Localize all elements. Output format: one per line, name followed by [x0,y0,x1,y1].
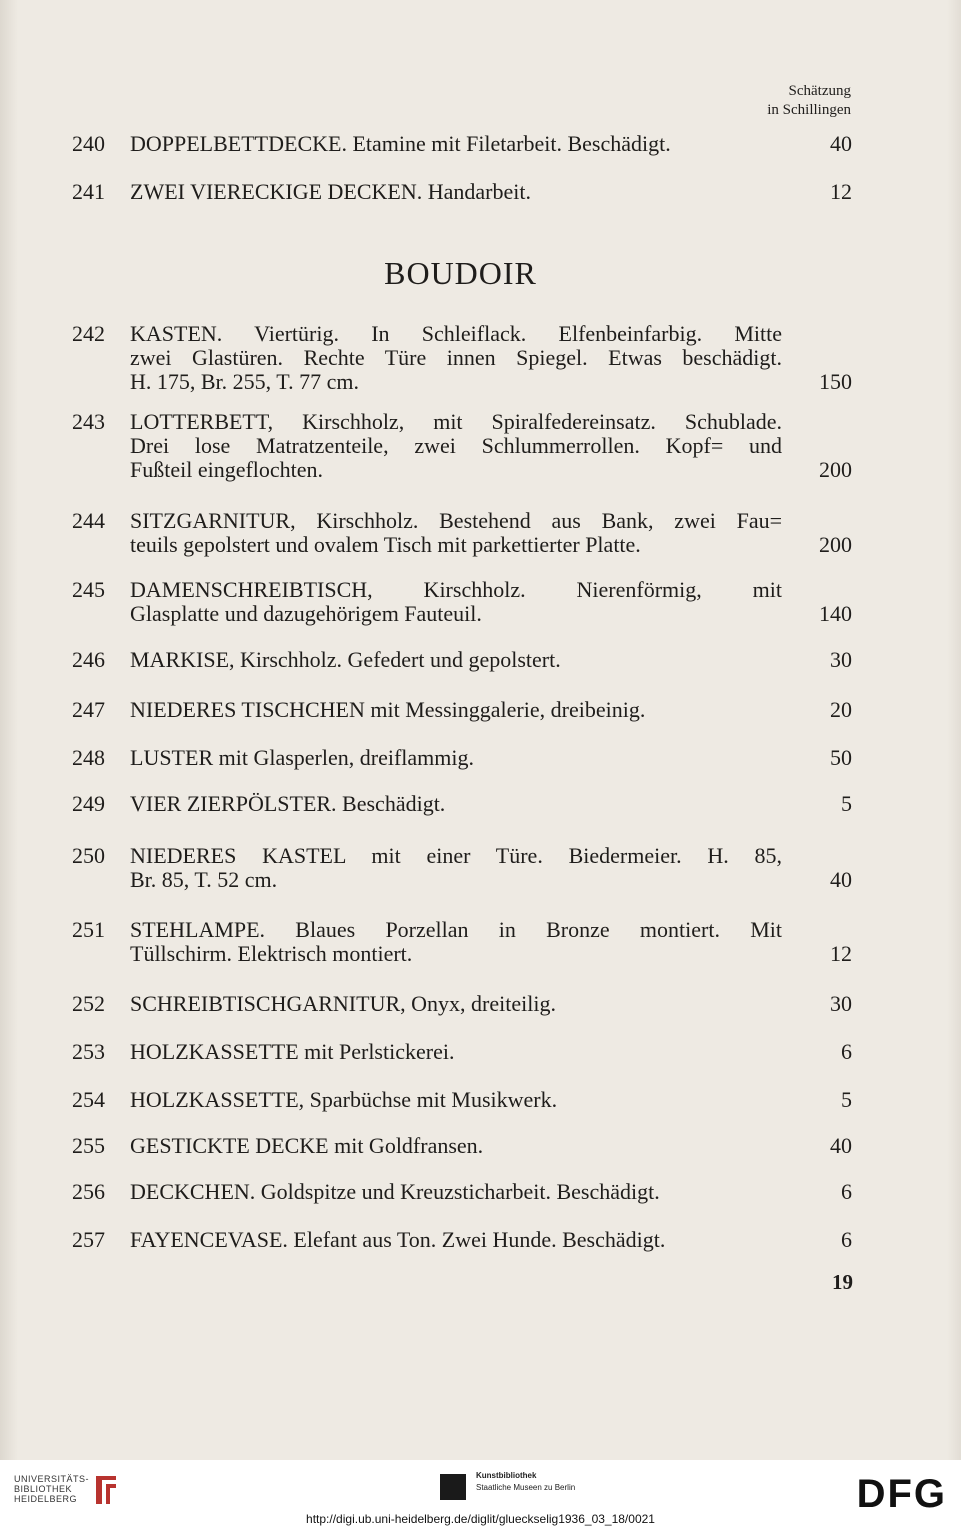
lot-description [130,698,782,722]
lot-description [130,648,782,672]
description-line: Glasplatte und dazugehörigem Fauteuil. [130,601,482,626]
kunstbibliothek-mark-icon [440,1474,466,1500]
lot-number: 252 [72,991,105,1016]
description-line: Fußteil eingeflochten. [130,457,324,482]
lot-description [130,132,782,156]
description-line: DOPPELBETTDECKE. Etamine mit Filetarbeit. Beschädigt. [130,131,671,156]
lot-description [130,1134,782,1158]
lot-number: 251 [72,917,105,942]
estimate-value: 50 [830,745,852,770]
scan-edge-shadow [0,0,18,1460]
description-line: HOLZKASSETTE mit Perlstickerei. [130,1039,455,1064]
lot-description [130,746,782,770]
description-line: LUSTER mit Glasperlen, dreiflammig. [130,745,474,770]
library-logo-line: HEIDELBERG [14,1494,78,1504]
estimate-value: 40 [830,867,852,892]
lot-number: 255 [72,1133,105,1158]
estimate-value: 12 [830,941,852,966]
lot-number: 254 [72,1087,105,1112]
description-line: FAYENCEVASE. Elefant aus Ton. Zwei Hunde. Beschädigt. [130,1227,666,1252]
lot-number: 250 [72,843,105,868]
description-line: HOLZKASSETTE, Sparbüchse mit Musikwerk. [130,1087,558,1112]
lot-description [130,992,782,1016]
description-line: GESTICKTE DECKE mit Goldfransen. [130,1133,484,1158]
page-number: 19 [832,1270,853,1294]
description-line: Br. 85, T. 52 cm. [130,867,278,892]
estimate-value: 6 [841,1227,852,1252]
dfg-logo[interactable]: DFG [856,1472,947,1516]
description-line: NIEDERES KASTEL mit einer Türe. Biedermeier. H. 85, [130,843,782,868]
lot-number: 247 [72,697,105,722]
lot-description [130,1040,782,1064]
library-logo-line: UNIVERSITÄTS- [14,1474,90,1484]
lot-number: 240 [72,131,105,156]
source-url-link[interactable]: http://digi.ub.uni-heidelberg.de/diglit/glueckselig1936_03_18/0021 [306,1512,655,1526]
description-line: STEHLAMPE. Blaues Porzellan in Bronze montiert. Mit [130,917,782,942]
description-line: KASTEN. Viertürig. In Schleiflack. Elfenbeinfarbig. Mitte [130,321,782,346]
lot-number: 241 [72,179,105,204]
estimate-value: 200 [819,457,852,482]
lot-description [130,918,782,966]
description-line: MARKISE, Kirschholz. Gefedert und gepolstert. [130,647,561,672]
lot-description [130,1180,782,1204]
estimate-value: 20 [830,697,852,722]
description-line: VIER ZIERPÖLSTER. Beschädigt. [130,791,446,816]
lot-description [130,1088,782,1112]
estimate-value: 40 [830,1133,852,1158]
estimate-value: 150 [819,369,852,394]
description-line: ZWEI VIERECKIGE DECKEN. Handarbeit. [130,179,531,204]
lot-number: 246 [72,647,105,672]
estimate-value: 40 [830,131,852,156]
estimate-column-header [767,82,851,120]
lot-description [130,578,782,626]
lot-number: 243 [72,409,105,434]
lot-number: 242 [72,321,105,346]
description-line: Tüllschirm. Elektrisch montiert. [130,941,413,966]
lot-number: 256 [72,1179,105,1204]
lot-number: 244 [72,508,105,533]
description-line: zwei Glastüren. Rechte Türe innen Spiegel. Etwas beschädigt. [130,345,782,370]
description-line: SCHREIBTISCHGARNITUR, Onyx, dreiteilig. [130,991,556,1016]
lot-description [130,509,782,557]
description-line: DECKCHEN. Goldspitze und Kreuzsticharbeit. Beschädigt. [130,1179,660,1204]
lot-number: 249 [72,791,105,816]
estimate-value: 6 [841,1039,852,1064]
estimate-value: 30 [830,991,852,1016]
lot-number: 248 [72,745,105,770]
lot-number: 257 [72,1227,105,1252]
estimate-header-line: in Schillingen [767,102,851,118]
estimate-value: 6 [841,1179,852,1204]
lot-number: 245 [72,577,105,602]
description-line: DAMENSCHREIBTISCH, Kirschholz. Nierenförmig, mit [130,577,782,602]
lot-description [130,1228,782,1252]
kunstbibliothek-subtitle: Staatliche Museen zu Berlin [476,1483,576,1492]
description-line: H. 175, Br. 255, T. 77 cm. [130,369,359,394]
description-line: NIEDERES TISCHCHEN mit Messinggalerie, dreibeinig. [130,697,646,722]
scan-edge-shadow [947,0,961,1460]
lot-description [130,322,782,394]
description-line: SITZGARNITUR, Kirschholz. Bestehend aus Bank, zwei Fau= [130,508,782,533]
lot-description [130,792,782,816]
estimate-value: 5 [841,1087,852,1112]
estimate-header-line: Schätzung [788,83,851,99]
lot-number: 253 [72,1039,105,1064]
estimate-value: 30 [830,647,852,672]
lot-description [130,180,782,204]
library-emblem-icon [92,1472,120,1508]
section-title: BOUDOIR [384,255,537,291]
description-line: Drei lose Matratzenteile, zwei Schlummerrollen. Kopf= und [130,433,782,458]
lot-description [130,410,782,482]
estimate-value: 140 [819,601,852,626]
university-library-logo[interactable] [14,1474,89,1504]
estimate-value: 12 [830,179,852,204]
kunstbibliothek-name: Kunstbibliothek [476,1471,537,1480]
lot-description [130,844,782,892]
digitization-footer [0,1460,961,1530]
library-logo-line: BIBLIOTHEK [14,1484,73,1494]
description-line: LOTTERBETT, Kirschholz, mit Spiralfedereinsatz. Schublade. [130,409,782,434]
description-line: teuils gepolstert und ovalem Tisch mit parkettierter Platte. [130,532,641,557]
estimate-value: 5 [841,791,852,816]
estimate-value: 200 [819,532,852,557]
